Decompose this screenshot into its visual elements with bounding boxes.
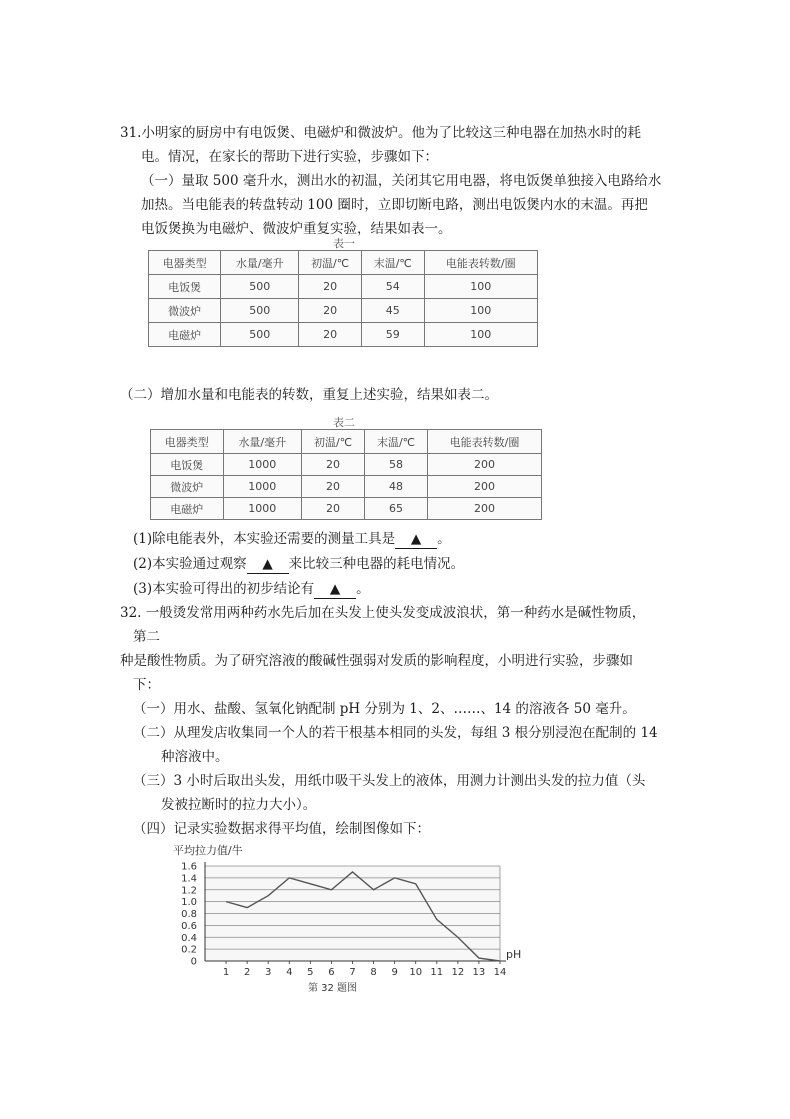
q32-step-3-line-1: （三）3 小时后取出头发，用纸巾吸干头发上的液体，用测力计测出头发的拉力值（头 [133, 773, 646, 789]
table1-cell: 电饭煲 [149, 275, 221, 299]
y-tick-label: 1.6 [181, 861, 197, 873]
x-tick-label: 12 [451, 967, 465, 978]
table2-cell: 58 [365, 454, 428, 476]
chart-caption: 第 32 题图 [307, 983, 358, 994]
x-tick-label: 3 [265, 967, 272, 978]
table1-cell: 45 [361, 299, 424, 323]
table1-cell: 100 [424, 323, 537, 347]
answer-blank-1: ▲ [395, 530, 437, 549]
table2-row [151, 454, 542, 476]
table2-row [151, 498, 542, 520]
table1-header: 水量/毫升 [221, 251, 299, 275]
table-1 [148, 250, 538, 347]
table1-caption: 表一 [333, 237, 355, 250]
y-tick-label: 0 [190, 956, 197, 968]
table2-header: 电能表转数/圈 [427, 430, 541, 454]
y-axis-label: 平均拉力值/牛 [173, 844, 243, 857]
table2-cell: 1000 [223, 454, 302, 476]
sub-question-2-end: 来比较三种电器的耗电情况。 [288, 556, 465, 572]
sub-question-3-text: (3)本实验可得出的初步结论有 [133, 581, 315, 597]
answer-blank-3: ▲ [314, 580, 356, 599]
sub-question-1 [133, 530, 451, 549]
q32-step-2-line-1: （二）从理发店收集同一个人的若干根基本相同的头发，每组 3 根分别浸泡在配制的 14 [133, 725, 658, 741]
table1-header: 末温/℃ [361, 251, 424, 275]
x-tick-label: 1 [222, 967, 230, 978]
x-axis-label: pH [506, 948, 522, 961]
table1-cell: 500 [221, 323, 299, 347]
x-tick-label: 5 [307, 967, 314, 978]
table1-cell: 100 [424, 275, 537, 299]
table2-cell: 20 [302, 476, 365, 498]
x-tick-label: 7 [349, 967, 356, 978]
pull-force-vs-ph-chart [160, 838, 530, 998]
table1-cell: 微波炉 [149, 299, 221, 323]
q32-line-1: 32. 一般烫发常用两种药水先后加在头发上使头发变成波浪状，第一种药水是碱性物质， [120, 605, 646, 621]
table2-cell: 20 [302, 454, 365, 476]
table-2 [150, 429, 542, 520]
x-tick-label: 9 [391, 967, 398, 978]
table2-cell: 200 [427, 476, 541, 498]
q31-line-1: 31.小明家的厨房中有电饭煲、电磁炉和微波炉。他为了比较这三种电器在加热水时的耗 [120, 125, 641, 141]
table1-row [149, 275, 538, 299]
answer-blank-2: ▲ [247, 555, 289, 574]
table2-cell: 电磁炉 [151, 498, 224, 520]
q32-line-2: 第二 [133, 629, 160, 645]
y-tick-label: 0.6 [181, 920, 197, 932]
table2-header: 末温/℃ [365, 430, 428, 454]
x-tick-label: 8 [370, 967, 377, 978]
table2-cell: 1000 [223, 476, 302, 498]
sub-question-2 [133, 555, 464, 574]
sub-question-1-text: (1)除电能表外，本实验还需要的测量工具是 [133, 531, 396, 547]
table2-cell: 20 [302, 498, 365, 520]
table1-cell: 电磁炉 [149, 323, 221, 347]
x-tick-label: 14 [493, 967, 507, 978]
table1-cell: 54 [361, 275, 424, 299]
table2-cell: 65 [365, 498, 428, 520]
table1-cell: 59 [361, 323, 424, 347]
table1-row [149, 323, 538, 347]
q31-step-2: （二）增加水量和电能表的转数，重复上述实验，结果如表二。 [120, 387, 498, 403]
q31-step-1-line-2: 加热。当电能表的转盘转动 100 圈时，立即切断电路，测出电饭煲内水的末温。再把 [141, 197, 648, 213]
sub-question-3-end: 。 [356, 581, 370, 597]
table1-row [149, 299, 538, 323]
q31-step-1-line-1: （一）量取 500 毫升水，测出水的初温，关闭其它用电器，将电饭煲单独接入电路给水 [141, 173, 662, 189]
y-tick-label: 1.0 [181, 897, 197, 909]
sub-question-2-text: (2)本实验通过观察 [133, 556, 247, 572]
table2-cell: 200 [427, 454, 541, 476]
y-tick-label: 0.2 [181, 944, 197, 956]
table2-header: 初温/℃ [302, 430, 365, 454]
sub-question-1-end: 。 [437, 531, 451, 547]
table1-cell: 20 [299, 275, 362, 299]
y-tick-label: 1.2 [181, 885, 197, 897]
table1-cell: 20 [299, 299, 362, 323]
table2-cell: 微波炉 [151, 476, 224, 498]
q32-step-1: （一）用水、盐酸、氢氧化钠配制 pH 分别为 1、2、……、14 的溶液各 50 毫升。 [133, 701, 636, 717]
table2-header: 水量/毫升 [223, 430, 302, 454]
table1-header: 初温/℃ [299, 251, 362, 275]
y-tick-label: 0.4 [181, 932, 197, 944]
table2-cell: 48 [365, 476, 428, 498]
x-tick-label: 10 [409, 967, 423, 978]
q32-step-4: （四）记录实验数据求得平均值，绘制图像如下： [133, 821, 430, 837]
x-tick-label: 6 [328, 967, 335, 978]
x-tick-label: 4 [286, 967, 293, 978]
table2-row [151, 476, 542, 498]
table2-header: 电器类型 [151, 430, 224, 454]
table2-caption: 表二 [333, 416, 355, 429]
q32-step-2-line-2: 种溶液中。 [161, 749, 229, 765]
y-tick-label: 0.8 [181, 909, 197, 920]
table1-cell: 100 [424, 299, 537, 323]
table1-header: 电能表转数/圈 [424, 251, 537, 275]
y-tick-label: 1.4 [181, 873, 197, 885]
sub-question-3 [133, 580, 370, 599]
table1-cell: 20 [299, 323, 362, 347]
table1-cell: 500 [221, 299, 299, 323]
table1-cell: 500 [221, 275, 299, 299]
x-tick-label: 2 [243, 967, 251, 978]
table1-header: 电器类型 [149, 251, 221, 275]
x-tick-label: 11 [430, 967, 444, 978]
table2-cell: 电饭煲 [151, 454, 224, 476]
q32-line-4: 下： [133, 677, 160, 693]
table2-cell: 200 [427, 498, 541, 520]
q32-line-3: 种是酸性物质。为了研究溶液的酸碱性强弱对发质的影响程度，小明进行实验，步骤如 [120, 653, 633, 669]
x-tick-label: 13 [472, 967, 486, 978]
table2-cell: 1000 [223, 498, 302, 520]
q31-line-2: 电。情况，在家长的帮助下进行实验，步骤如下： [141, 149, 438, 165]
q31-step-1-line-3: 电饭煲换为电磁炉、微波炉重复实验，结果如表一。 [141, 221, 452, 237]
q32-step-3-line-2: 发被拉断时的拉力大小）。 [161, 797, 317, 813]
